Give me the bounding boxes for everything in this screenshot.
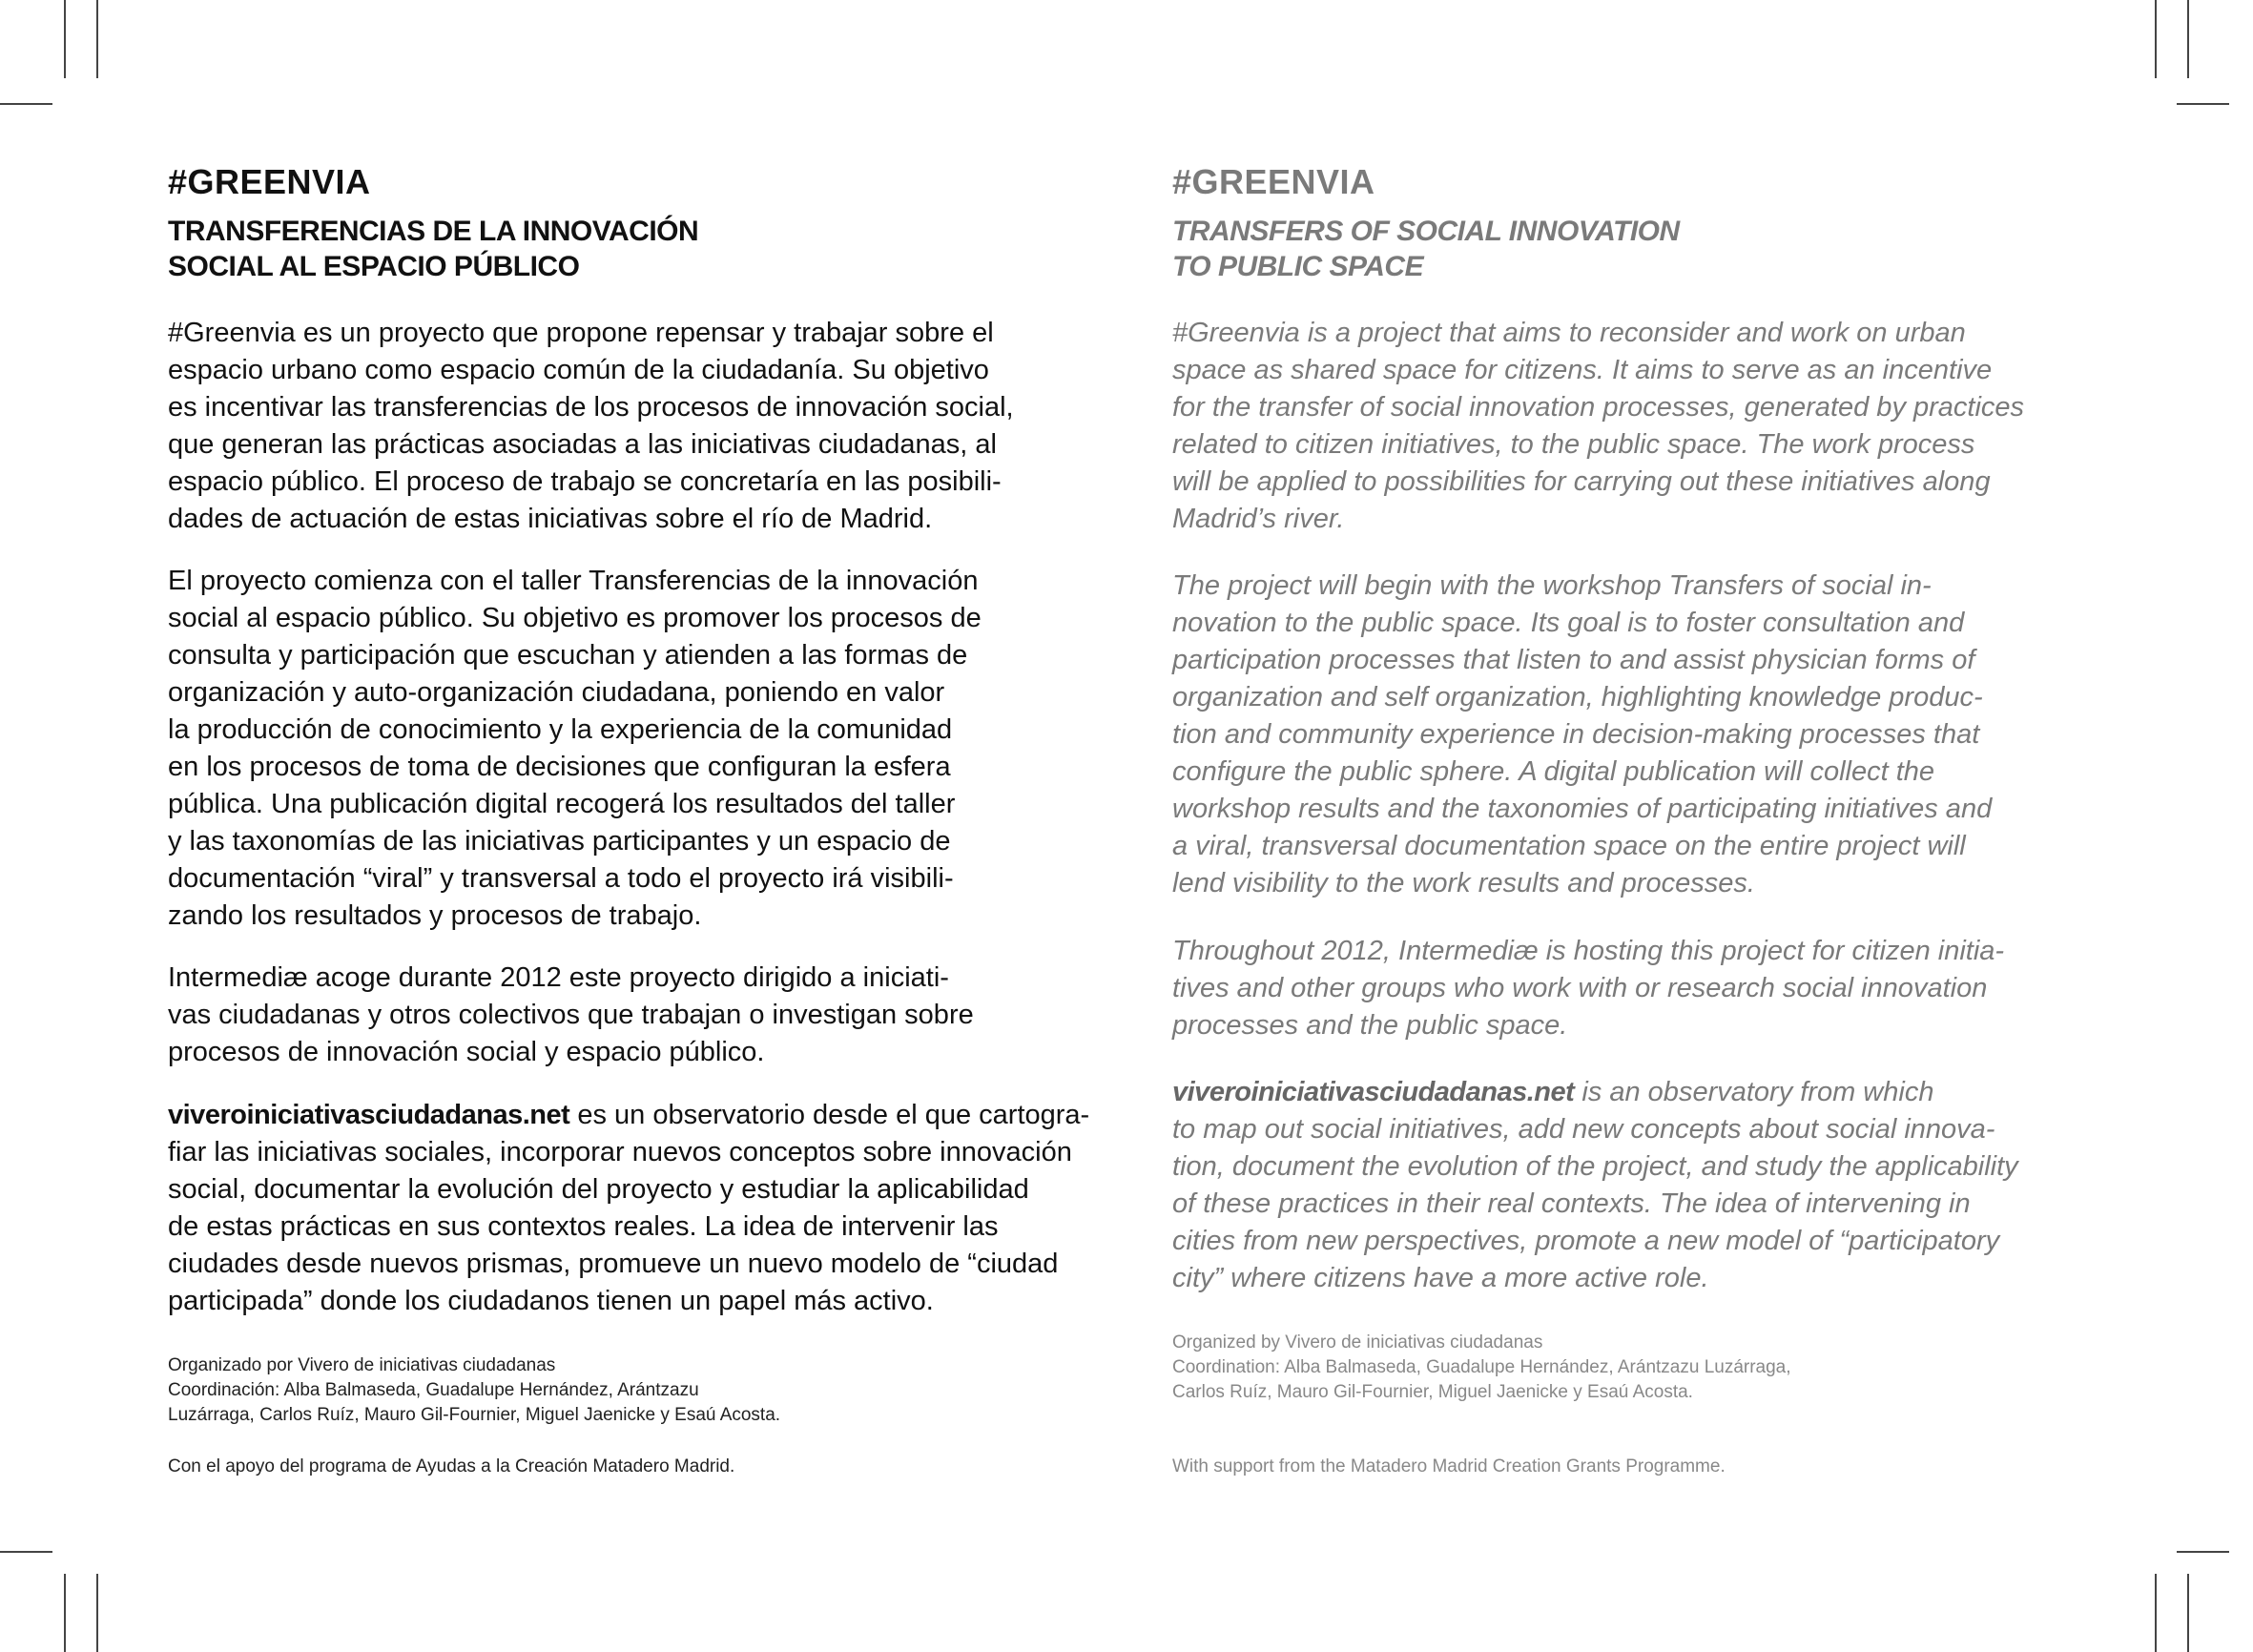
text-line: la producción de conocimiento y la experiencia de la comunidad bbox=[168, 714, 953, 745]
text-line-rest: es un observatorio desde el que cartogra- bbox=[569, 1100, 1090, 1130]
text-line: social al espacio público. Su objetivo es promover los procesos de bbox=[168, 603, 982, 633]
text-line: es incentivar las transferencias de los procesos de innovación social, bbox=[168, 392, 1014, 423]
text-line: procesos de innovación social y espacio público. bbox=[168, 1037, 765, 1067]
text-line: for the transfer of social innovation processes, generated by practices bbox=[1172, 392, 2025, 423]
paragraph-2 bbox=[1172, 568, 1992, 902]
text-line: documentación “viral” y transversal a todo el proyecto irá visibili- bbox=[168, 863, 954, 894]
text-line: Coordination: Alba Balmaseda, Guadalupe Hernández, Arántzazu Luzárraga, bbox=[1172, 1357, 1791, 1377]
text-line: #Greenvia is a project that aims to reconsider and work on urban bbox=[1172, 318, 1966, 348]
text-line: que generan las prácticas asociadas a las iniciativas ciudadanas, al bbox=[168, 429, 997, 460]
website-link[interactable]: viveroiniciativasciudadanas.net bbox=[168, 1100, 570, 1130]
text-line: consulta y participación que escuchan y atienden a las formas de bbox=[168, 640, 968, 671]
text-line: tion and community experience in decision-making processes that bbox=[1172, 719, 1980, 750]
crop-mark bbox=[2187, 0, 2189, 78]
text-line: espacio urbano como espacio común de la ciudadanía. Su objetivo bbox=[168, 355, 989, 385]
credits bbox=[168, 1353, 780, 1428]
crop-mark bbox=[96, 0, 98, 78]
paragraph-4 bbox=[168, 1097, 1089, 1320]
text-line: tives and other groups who work with or research social innovation bbox=[1172, 973, 1988, 1003]
text-line: a viral, transversal documentation space on the entire project will bbox=[1172, 831, 1966, 861]
paragraph-3 bbox=[1172, 933, 2004, 1044]
paragraph-3 bbox=[168, 960, 974, 1071]
text-line: of these practices in their real contexts. The idea of intervening in bbox=[1172, 1188, 1971, 1219]
support-note bbox=[1172, 1455, 1726, 1479]
text-line: related to citizen initiatives, to the public space. The work process bbox=[1172, 429, 1975, 460]
paragraph-1 bbox=[1172, 315, 2024, 538]
text-line bbox=[1172, 1074, 2018, 1111]
text-line: El proyecto comienza con el taller Transferencias de la innovación bbox=[168, 566, 979, 596]
text-line: Organizado por Vivero de iniciativas ciudadanas bbox=[168, 1355, 556, 1375]
text-line: Intermediæ acoge durante 2012 este proyecto dirigido a iniciati- bbox=[168, 962, 949, 993]
text-line: dades de actuación de estas iniciativas sobre el río de Madrid. bbox=[168, 504, 933, 534]
crop-mark bbox=[2187, 1574, 2189, 1652]
text-line: pública. Una publicación digital recogerá los resultados del taller bbox=[168, 789, 956, 819]
text-line bbox=[168, 1097, 1089, 1134]
text-line: Organized by Vivero de iniciativas ciudadanas bbox=[1172, 1332, 1543, 1353]
text-line: workshop results and the taxonomies of participating initiatives and bbox=[1172, 794, 1993, 824]
crop-mark bbox=[0, 103, 52, 105]
title: #GREENVIA bbox=[168, 162, 371, 201]
text-line: TRANSFERS OF SOCIAL INNOVATION bbox=[1172, 216, 1680, 247]
crop-mark bbox=[0, 1551, 52, 1553]
text-line: en los procesos de toma de decisiones que configuran la esfera bbox=[168, 752, 951, 782]
paragraph-4 bbox=[1172, 1074, 2018, 1297]
text-line: space as shared space for citizens. It aims to serve as an incentive bbox=[1172, 355, 1993, 385]
text-line: fiar las iniciativas sociales, incorporar nuevos conceptos sobre innovación bbox=[168, 1137, 1072, 1167]
text-line: TO PUBLIC SPACE bbox=[1172, 251, 1424, 282]
crop-mark bbox=[96, 1574, 98, 1652]
text-line: Con el apoyo del programa de Ayudas a la Creación Matadero Madrid. bbox=[168, 1456, 735, 1476]
text-line: Throughout 2012, Intermediæ is hosting this project for citizen initia- bbox=[1172, 936, 2005, 966]
text-line: ciudades desde nuevos prismas, promueve un nuevo modelo de “ciudad bbox=[168, 1249, 1059, 1279]
website-link[interactable]: viveroiniciativasciudadanas.net bbox=[1172, 1077, 1575, 1107]
text-line: cities from new perspectives, promote a new model of “participatory bbox=[1172, 1226, 2000, 1256]
text-line: participation processes that listen to and assist physician forms of bbox=[1172, 645, 1975, 675]
text-line: With support from the Matadero Madrid Creation Grants Programme. bbox=[1172, 1456, 1726, 1476]
crop-mark bbox=[2155, 0, 2157, 78]
text-line: organización y auto-organización ciudadana, poniendo en valor bbox=[168, 677, 945, 708]
text-line: Luzárraga, Carlos Ruíz, Mauro Gil-Fournier, Miguel Jaenicke y Esaú Acosta. bbox=[168, 1405, 781, 1425]
crop-mark bbox=[64, 0, 66, 78]
text-line: processes and the public space. bbox=[1172, 1010, 1568, 1041]
paragraph-1 bbox=[168, 315, 1014, 538]
text-line: de estas prácticas en sus contextos reales. La idea de intervenir las bbox=[168, 1211, 999, 1242]
text-line: The project will begin with the workshop Transfers of social in- bbox=[1172, 570, 1932, 601]
text-line: will be applied to possibilities for carrying out these initiatives along bbox=[1172, 466, 1991, 497]
text-line: configure the public sphere. A digital publication will collect the bbox=[1172, 756, 1935, 787]
text-line: social, documentar la evolución del proyecto y estudiar la aplicabilidad bbox=[168, 1174, 1029, 1205]
crop-mark bbox=[2177, 1551, 2229, 1553]
credits bbox=[1172, 1331, 1791, 1405]
text-line: participada” donde los ciudadanos tienen un papel más activo. bbox=[168, 1286, 934, 1316]
subtitle bbox=[1172, 214, 1680, 284]
text-line: Coordinación: Alba Balmaseda, Guadalupe Hernández, Arántzazu bbox=[168, 1380, 699, 1400]
crop-mark bbox=[2155, 1574, 2157, 1652]
text-line: city” where citizens have a more active role. bbox=[1172, 1263, 1709, 1293]
text-line: y las taxonomías de las iniciativas participantes y un espacio de bbox=[168, 826, 951, 857]
crop-mark bbox=[2177, 103, 2229, 105]
title: #GREENVIA bbox=[1172, 162, 1375, 201]
text-line: organization and self organization, highlighting knowledge produc- bbox=[1172, 682, 1983, 712]
text-line: espacio público. El proceso de trabajo se concretaría en las posibili- bbox=[168, 466, 1002, 497]
text-line: novation to the public space. Its goal is to foster consultation and bbox=[1172, 608, 1965, 638]
text-line: to map out social initiatives, add new concepts about social innova- bbox=[1172, 1114, 1995, 1145]
paragraph-2 bbox=[168, 563, 982, 935]
text-line: Carlos Ruíz, Mauro Gil-Fournier, Miguel Jaenicke y Esaú Acosta. bbox=[1172, 1382, 1693, 1402]
text-line-rest: is an observatory from which bbox=[1574, 1077, 1934, 1107]
text-line: Madrid’s river. bbox=[1172, 504, 1345, 534]
text-line: tion, document the evolution of the project, and study the applicability bbox=[1172, 1151, 2018, 1182]
text-line: lend visibility to the work results and processes. bbox=[1172, 868, 1755, 898]
support-note bbox=[168, 1455, 734, 1479]
text-line: SOCIAL AL ESPACIO PÚBLICO bbox=[168, 251, 580, 282]
text-line: TRANSFERENCIAS DE LA INNOVACIÓN bbox=[168, 216, 699, 247]
crop-mark bbox=[64, 1574, 66, 1652]
text-line: #Greenvia es un proyecto que propone repensar y trabajar sobre el bbox=[168, 318, 994, 348]
text-line: vas ciudadanas y otros colectivos que trabajan o investigan sobre bbox=[168, 1000, 974, 1030]
text-line: zando los resultados y procesos de trabajo. bbox=[168, 900, 702, 931]
subtitle bbox=[168, 214, 698, 284]
